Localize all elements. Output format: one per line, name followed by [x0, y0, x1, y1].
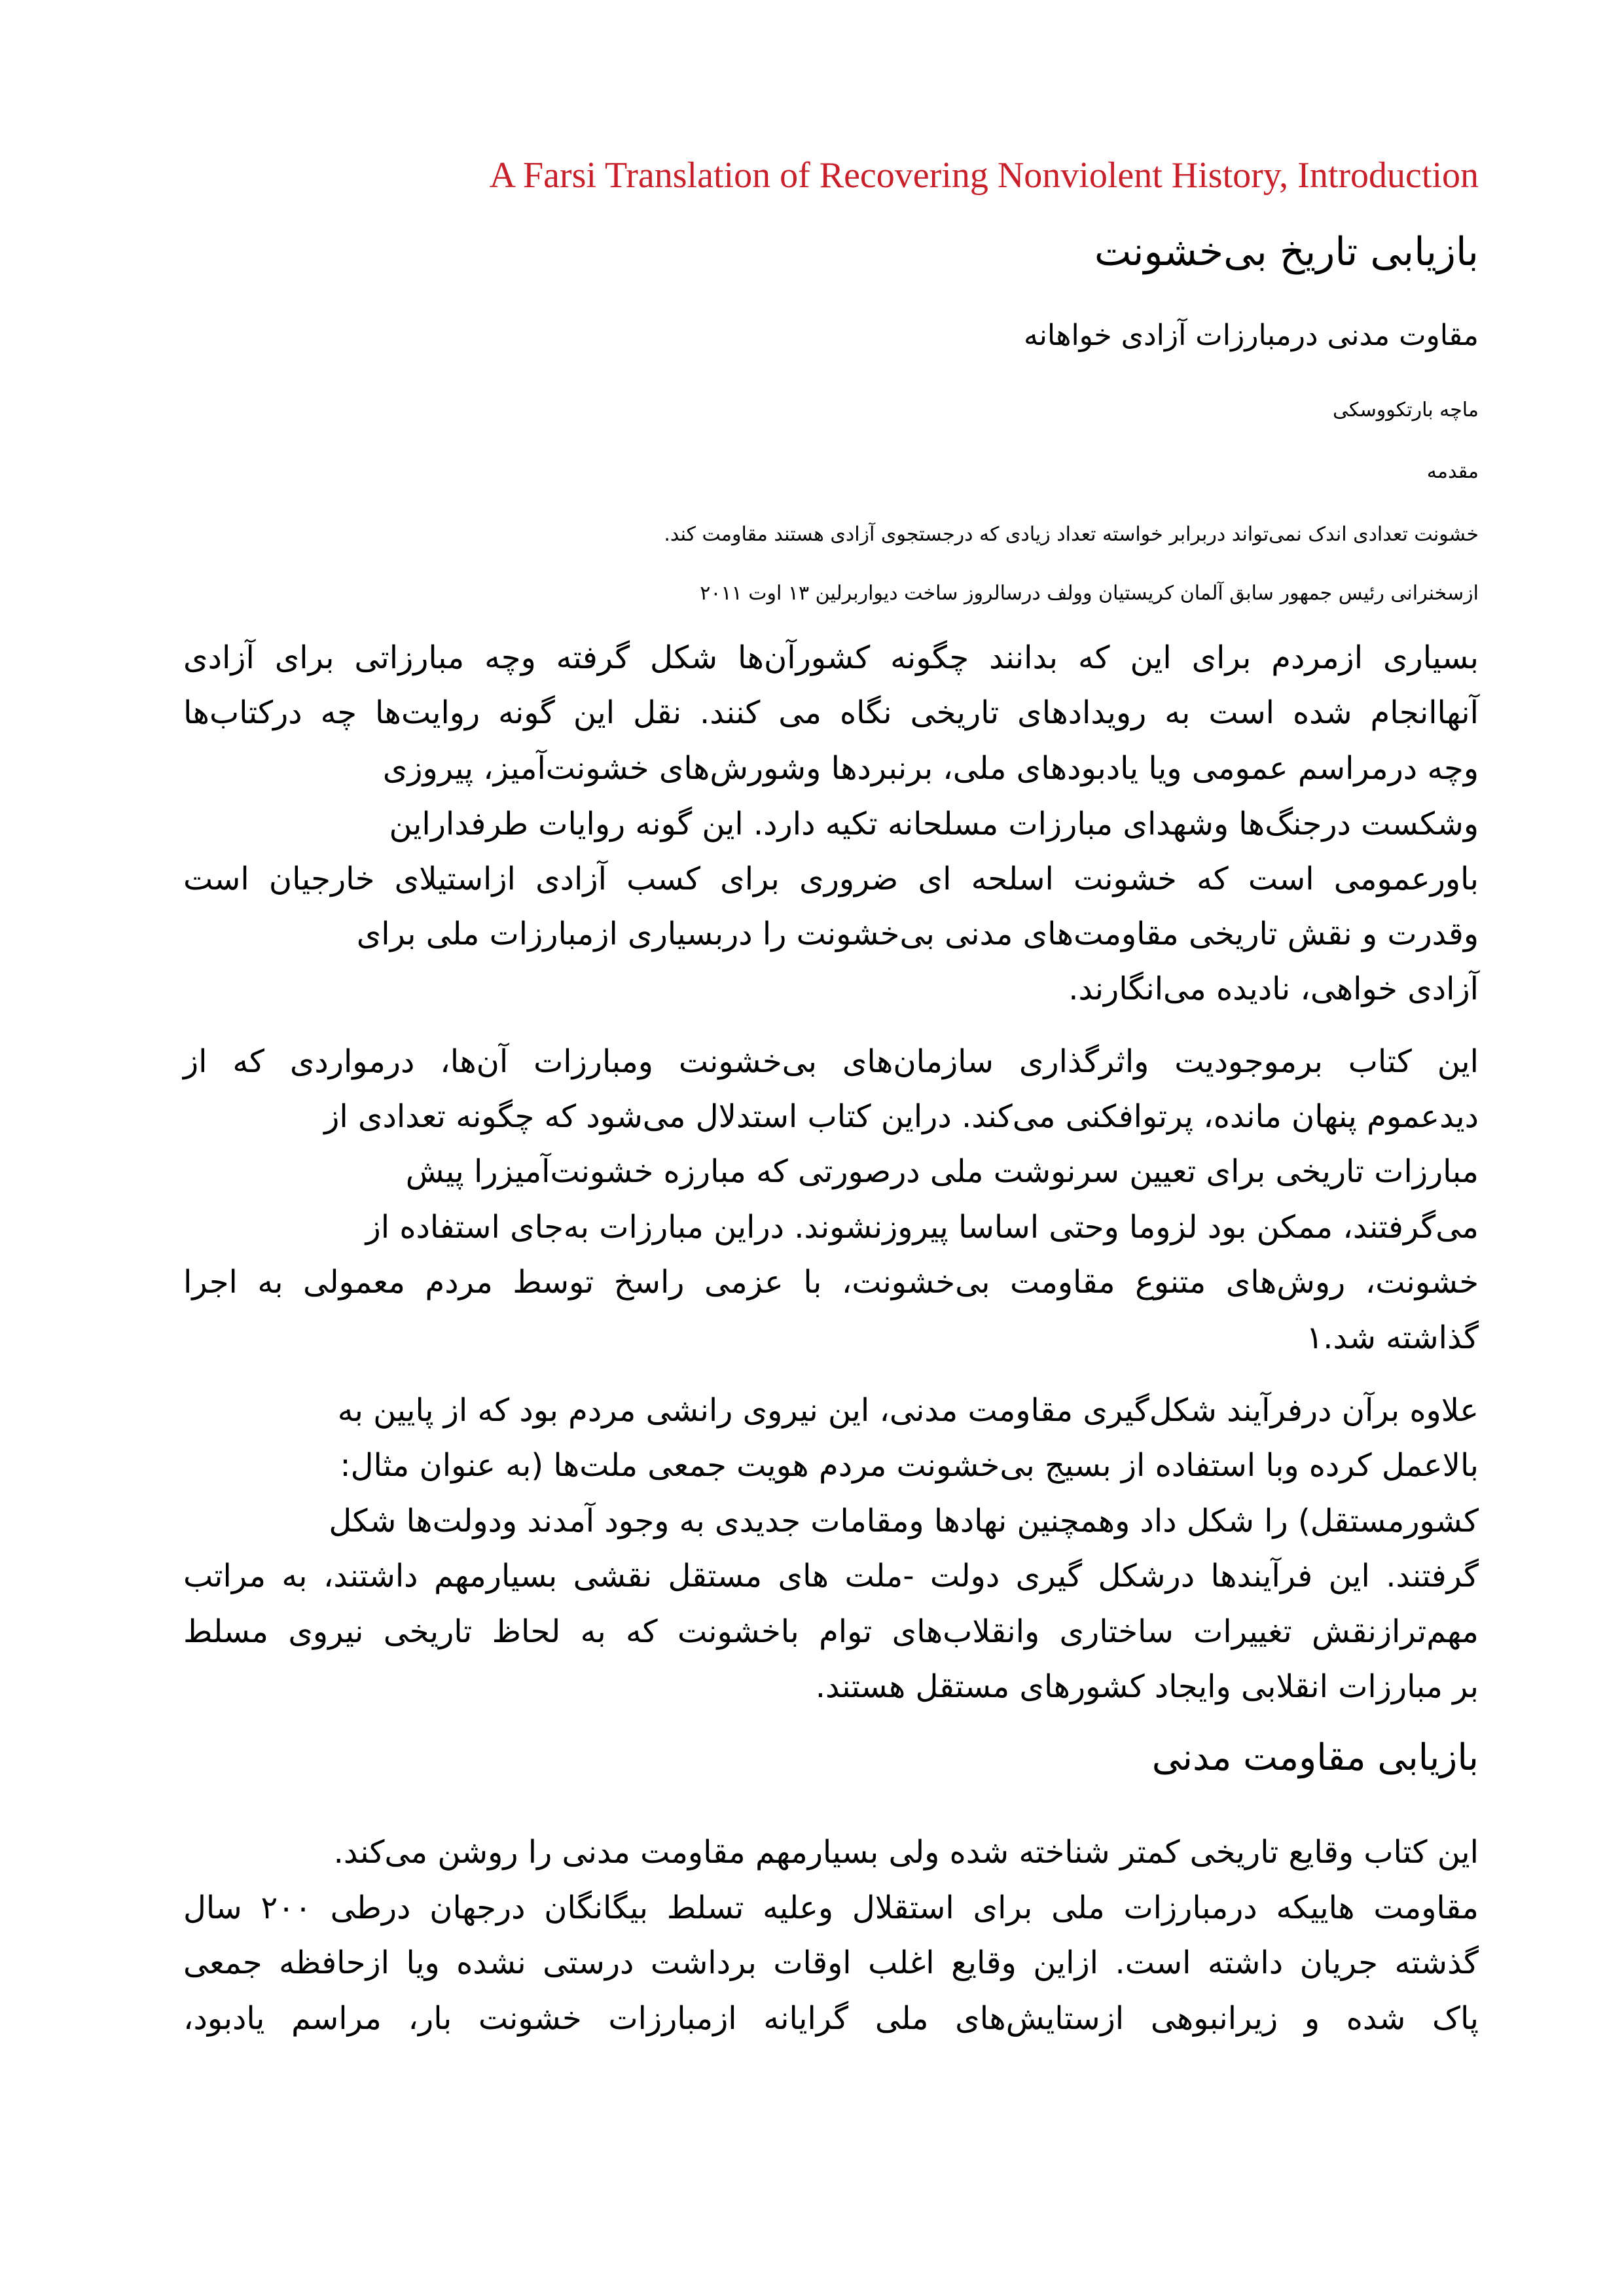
paragraph-line: گرفتند. این فرآیندها درشکل گیری دولت -ملت های مستقل نقشی بسیارمهم داشتند، به مراتب [183, 1558, 1479, 1594]
paragraph-line: می‌گرفتند، ممکن بود لزوما وحتی اساسا پیروزنشوند. دراین مبارزات به‌جای استفاده از [365, 1209, 1479, 1246]
paragraph-line: دیدعموم پنهان مانده، پرتوافکنی می‌کند. دراین کتاب استدلال می‌شود که چگونه تعدادی از [324, 1098, 1479, 1135]
paragraph-line: خشونت، روش‌های متنوع مقاومت بی‌خشونت، با عزمی راسخ توسط مردم معمولی به اجرا [183, 1264, 1479, 1300]
paragraph-line: وقدرت و نقش تاریخی مقاومت‌های مدنی بی‌خشونت را دربسیاری ازمبارزات ملی برای [356, 916, 1479, 952]
page-title: بازیابی تاریخ بی‌خشونت [1094, 229, 1479, 275]
page-subtitle: مقاوت مدنی درمبارزات آزادی خواهانه [1024, 319, 1479, 352]
paragraph-line: وچه درمراسم عمومی ویا یادبودهای ملی، برنبردها وشورش‌های خشونت‌آمیز، پیروزی [382, 750, 1479, 787]
epigraph-attribution: ازسخنرانی رئیس جمهور سابق آلمان کریستیان وولف درسالروز ساخت دیواربرلین ۱۳ اوت ۲۰۱۱ [700, 582, 1479, 605]
paragraph-line: آزادی خواهی، نادیده می‌انگارند. [1068, 971, 1479, 1007]
paragraph-line: بسیاری ازمردم برای این که بدانند چگونه کشورآن‌ها شکل گرفته وچه مبارزاتی برای آزادی [183, 639, 1479, 676]
epigraph-quote: خشونت تعدادی اندک نمی‌تواند دربرابر خواسته تعداد زیادی که درجستجوی آزادی هستند مقاومت کند. [664, 523, 1479, 546]
paragraph-line: آنهاانجام شده است به رویدادهای تاریخی نگاه می کنند. نقل این گونه روایت‌ها چه درکتاب‌ها [183, 694, 1479, 731]
paragraph-line: باورعمومی است که خشونت اسلحه ای ضروری برای کسب آزادی ازاستیلای خارجیان است [183, 861, 1479, 897]
paragraph-line: وشکست درجنگ‌ها وشهدای مبارزات مسلحانه تکیه دارد. این گونه روایات طرفداراین [389, 806, 1479, 842]
paragraph-line: این کتاب وقایع تاریخی کمتر شناخته شده ولی بسیارمهم مقاومت مدنی را روشن می‌کند. [333, 1834, 1479, 1871]
paragraph-line: مهم‌ترازنقش تغییرات ساختاری وانقلاب‌های توام باخشونت که به لحاظ تاریخی نیروی مسلط [183, 1613, 1479, 1650]
author-name: ماچه بارتکووسکی [1333, 399, 1479, 422]
paragraph-line: بالاعمل کرده وبا استفاده از بسیج بی‌خشونت مردم هویت جمعی ملت‌ها (به عنوان مثال: [340, 1447, 1479, 1484]
paragraph-line: پاک شده و زیرانبوهی ازستایش‌های ملی گرایانه ازمبارزات خشونت بار، مراسم یادبود، [183, 2000, 1479, 2037]
paragraph-line: این کتاب برموجودیت واثرگذاری سازمان‌های بی‌خشونت ومبارزات آن‌ها، درمواردی که از [183, 1043, 1479, 1080]
paragraph-line: گذشته جریان داشته است. ازاین وقایع اغلب اوقات برداشت درستی نشده ویا ازحافظه جمعی [183, 1945, 1479, 1981]
paragraph-line: مقاومت هاییکه درمبارزات ملی برای استقلال وعلیه تسلط بیگانگان درجهان درطی ۲۰۰ سال [183, 1890, 1479, 1926]
header-english-title: A Farsi Translation of Recovering Nonviolent History, Introduction [489, 155, 1479, 196]
paragraph-line: بر مبارزات انقلابی وایجاد کشورهای مستقل هستند. [815, 1668, 1479, 1705]
paragraph-line: کشورمستقل) را شکل داد وهمچنین نهادها ومقامات جدیدی به وجود آمدند ودولت‌ها شکل [329, 1503, 1479, 1539]
paragraph-line: گذاشته شد.۱ [1306, 1319, 1479, 1356]
intro-label: مقدمه [1426, 460, 1479, 483]
paragraph-line: علاوه برآن درفرآیند شکل‌گیری مقاومت مدنی، این نیروی رانشی مردم بود که از پایین به [337, 1392, 1479, 1429]
section-title: بازیابی مقاومت مدنی [1151, 1736, 1479, 1779]
paragraph-line: مبارزات تاریخی برای تعیین سرنوشت ملی درصورتی که مبارزه خشونت‌آمیزرا پیش [405, 1153, 1479, 1190]
